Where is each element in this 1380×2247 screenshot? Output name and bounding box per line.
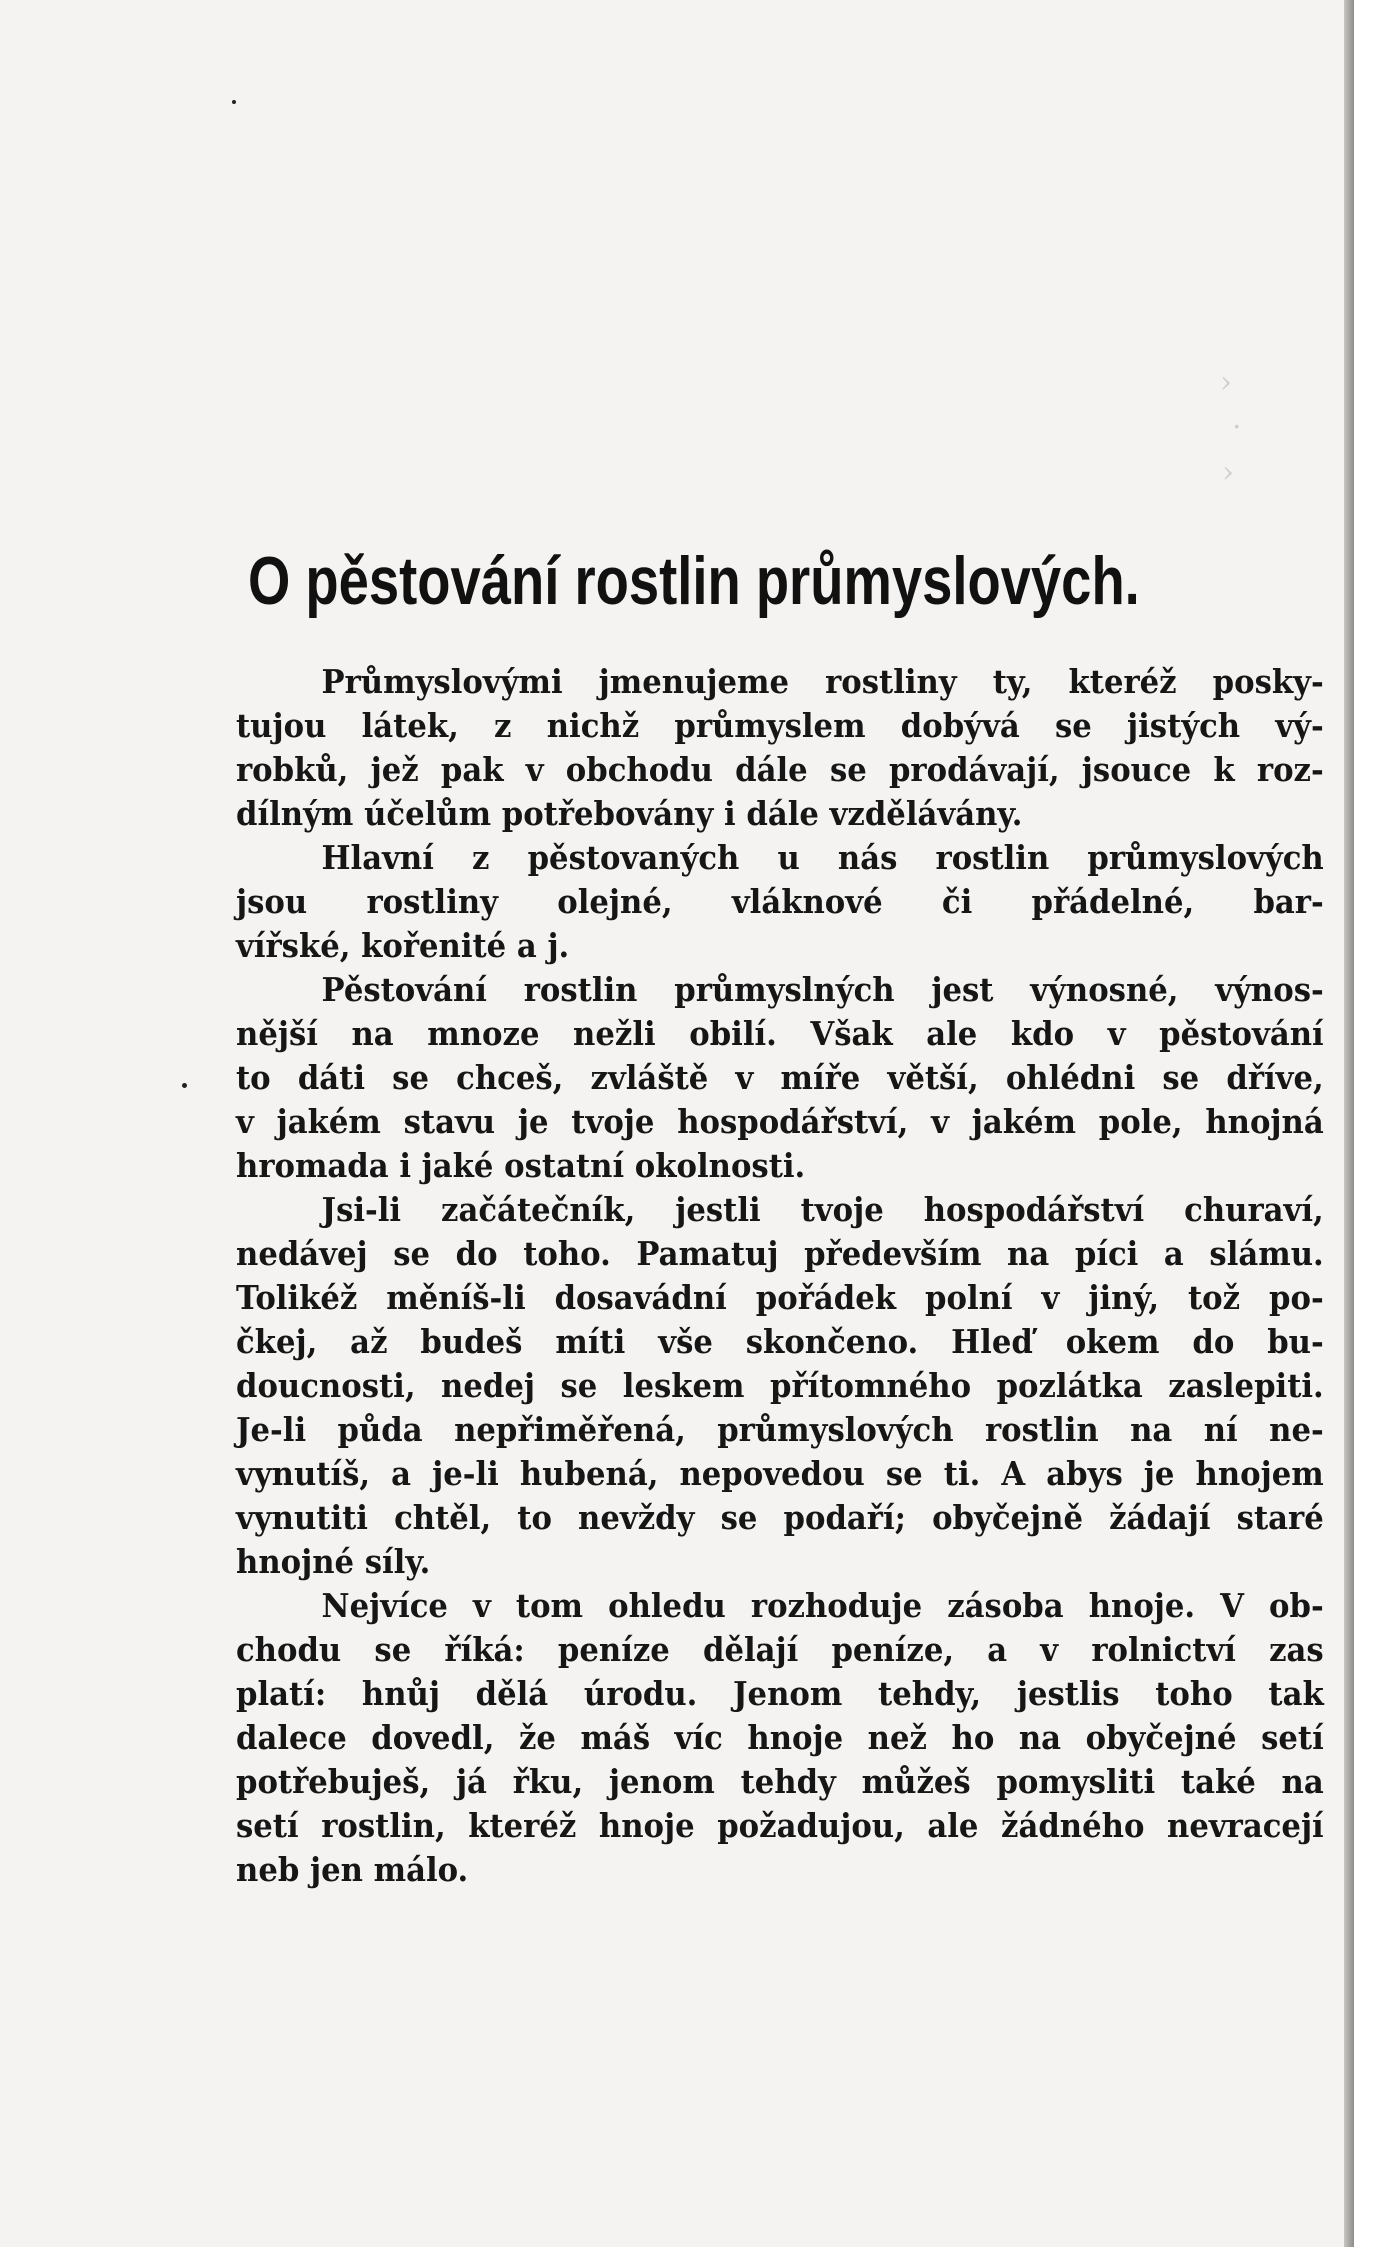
- text-line: nější na mnoze nežli obilí. Však ale kdo v pěstování: [236, 1014, 1324, 1053]
- text-line: čkej, až budeš míti vše skončeno. Hleď okem do bu-: [236, 1322, 1324, 1361]
- text-line: v jakém stavu je tvoje hospodářství, v jakém pole, hnojná: [236, 1102, 1324, 1141]
- text-line: vynutiti chtěl, to nevždy se podaří; obyčejně žádají staré: [236, 1498, 1324, 1537]
- text-line: nedávej se do toho. Pamatuj především na píci a slámu.: [236, 1234, 1324, 1273]
- text-line: vířské, kořenité a j.: [236, 926, 570, 965]
- text-line: hnojné síly.: [236, 1542, 431, 1581]
- text-line: potřebuješ, já řku, jenom tehdy můžeš pomysliti také na: [236, 1762, 1324, 1801]
- text-line: doucnosti, nedej se leskem přítomného pozlátka zaslepiti.: [236, 1366, 1324, 1405]
- text-line: Jsi-li začátečník, jestli tvoje hospodářství churaví,: [321, 1190, 1324, 1229]
- paragraph: [236, 1188, 1324, 1584]
- text-line: robků, jež pak v obchodu dále se prodávají, jsouce k roz-: [236, 750, 1324, 789]
- text-line: Pěstování rostlin průmyslných jest výnosné, výnos-: [321, 970, 1324, 1009]
- text-line: dalece dovedl, že máš víc hnoje než ho na obyčejné setí: [236, 1718, 1324, 1757]
- text-line: tujou látek, z nichž průmyslem dobývá se jistých vý-: [236, 706, 1324, 745]
- paragraph: [236, 836, 1324, 968]
- paragraph: [236, 660, 1324, 836]
- text-line: vynutíš, a je-li hubená, nepovedou se ti. A abys je hnojem: [236, 1454, 1324, 1493]
- body-text: [236, 660, 1324, 1892]
- text-line: to dáti se chceš, zvláště v míře větší, ohlédni se dříve,: [236, 1058, 1324, 1097]
- page-edge-shadow: [1344, 0, 1354, 2247]
- paragraph: [236, 968, 1324, 1188]
- bleed-through-mark: ›: [1220, 365, 1232, 400]
- text-line: Průmyslovými jmenujeme rostliny ty, kteréž posky-: [321, 662, 1324, 701]
- ink-speck: [232, 100, 236, 104]
- text-line: Hlavní z pěstovaných u nás rostlin průmyslových: [321, 838, 1324, 877]
- text-line: neb jen málo.: [236, 1850, 469, 1889]
- bleed-through-mark: ›: [1222, 455, 1234, 490]
- page-title: O pěstování rostlin průmyslových.: [248, 543, 1140, 619]
- text-line: chodu se říká: peníze dělají peníze, a v rolnictví zas: [236, 1630, 1324, 1669]
- paragraph: [236, 1584, 1324, 1892]
- text-line: jsou rostliny olejné, vláknové či přádelné, bar-: [236, 882, 1324, 921]
- text-line: Tolikéž měníš-li dosavádní pořádek polní v jiný, tož po-: [236, 1278, 1324, 1317]
- text-line: Nejvíce v tom ohledu rozhoduje zásoba hnoje. V ob-: [321, 1586, 1324, 1625]
- text-line: hromada i jaké ostatní okolnosti.: [236, 1146, 806, 1185]
- text-line: dílným účelům potřebovány i dále vzdělávány.: [236, 794, 1023, 833]
- ink-speck: [182, 1083, 187, 1088]
- text-line: setí rostlin, kteréž hnoje požadujou, ale žádného nevracejí: [236, 1806, 1324, 1845]
- bleed-through-mark: ·: [1232, 410, 1242, 445]
- text-line: platí: hnůj dělá úrodu. Jenom tehdy, jestlis toho tak: [236, 1674, 1324, 1713]
- text-line: Je-li půda nepřiměřená, průmyslových rostlin na ní ne-: [236, 1410, 1324, 1449]
